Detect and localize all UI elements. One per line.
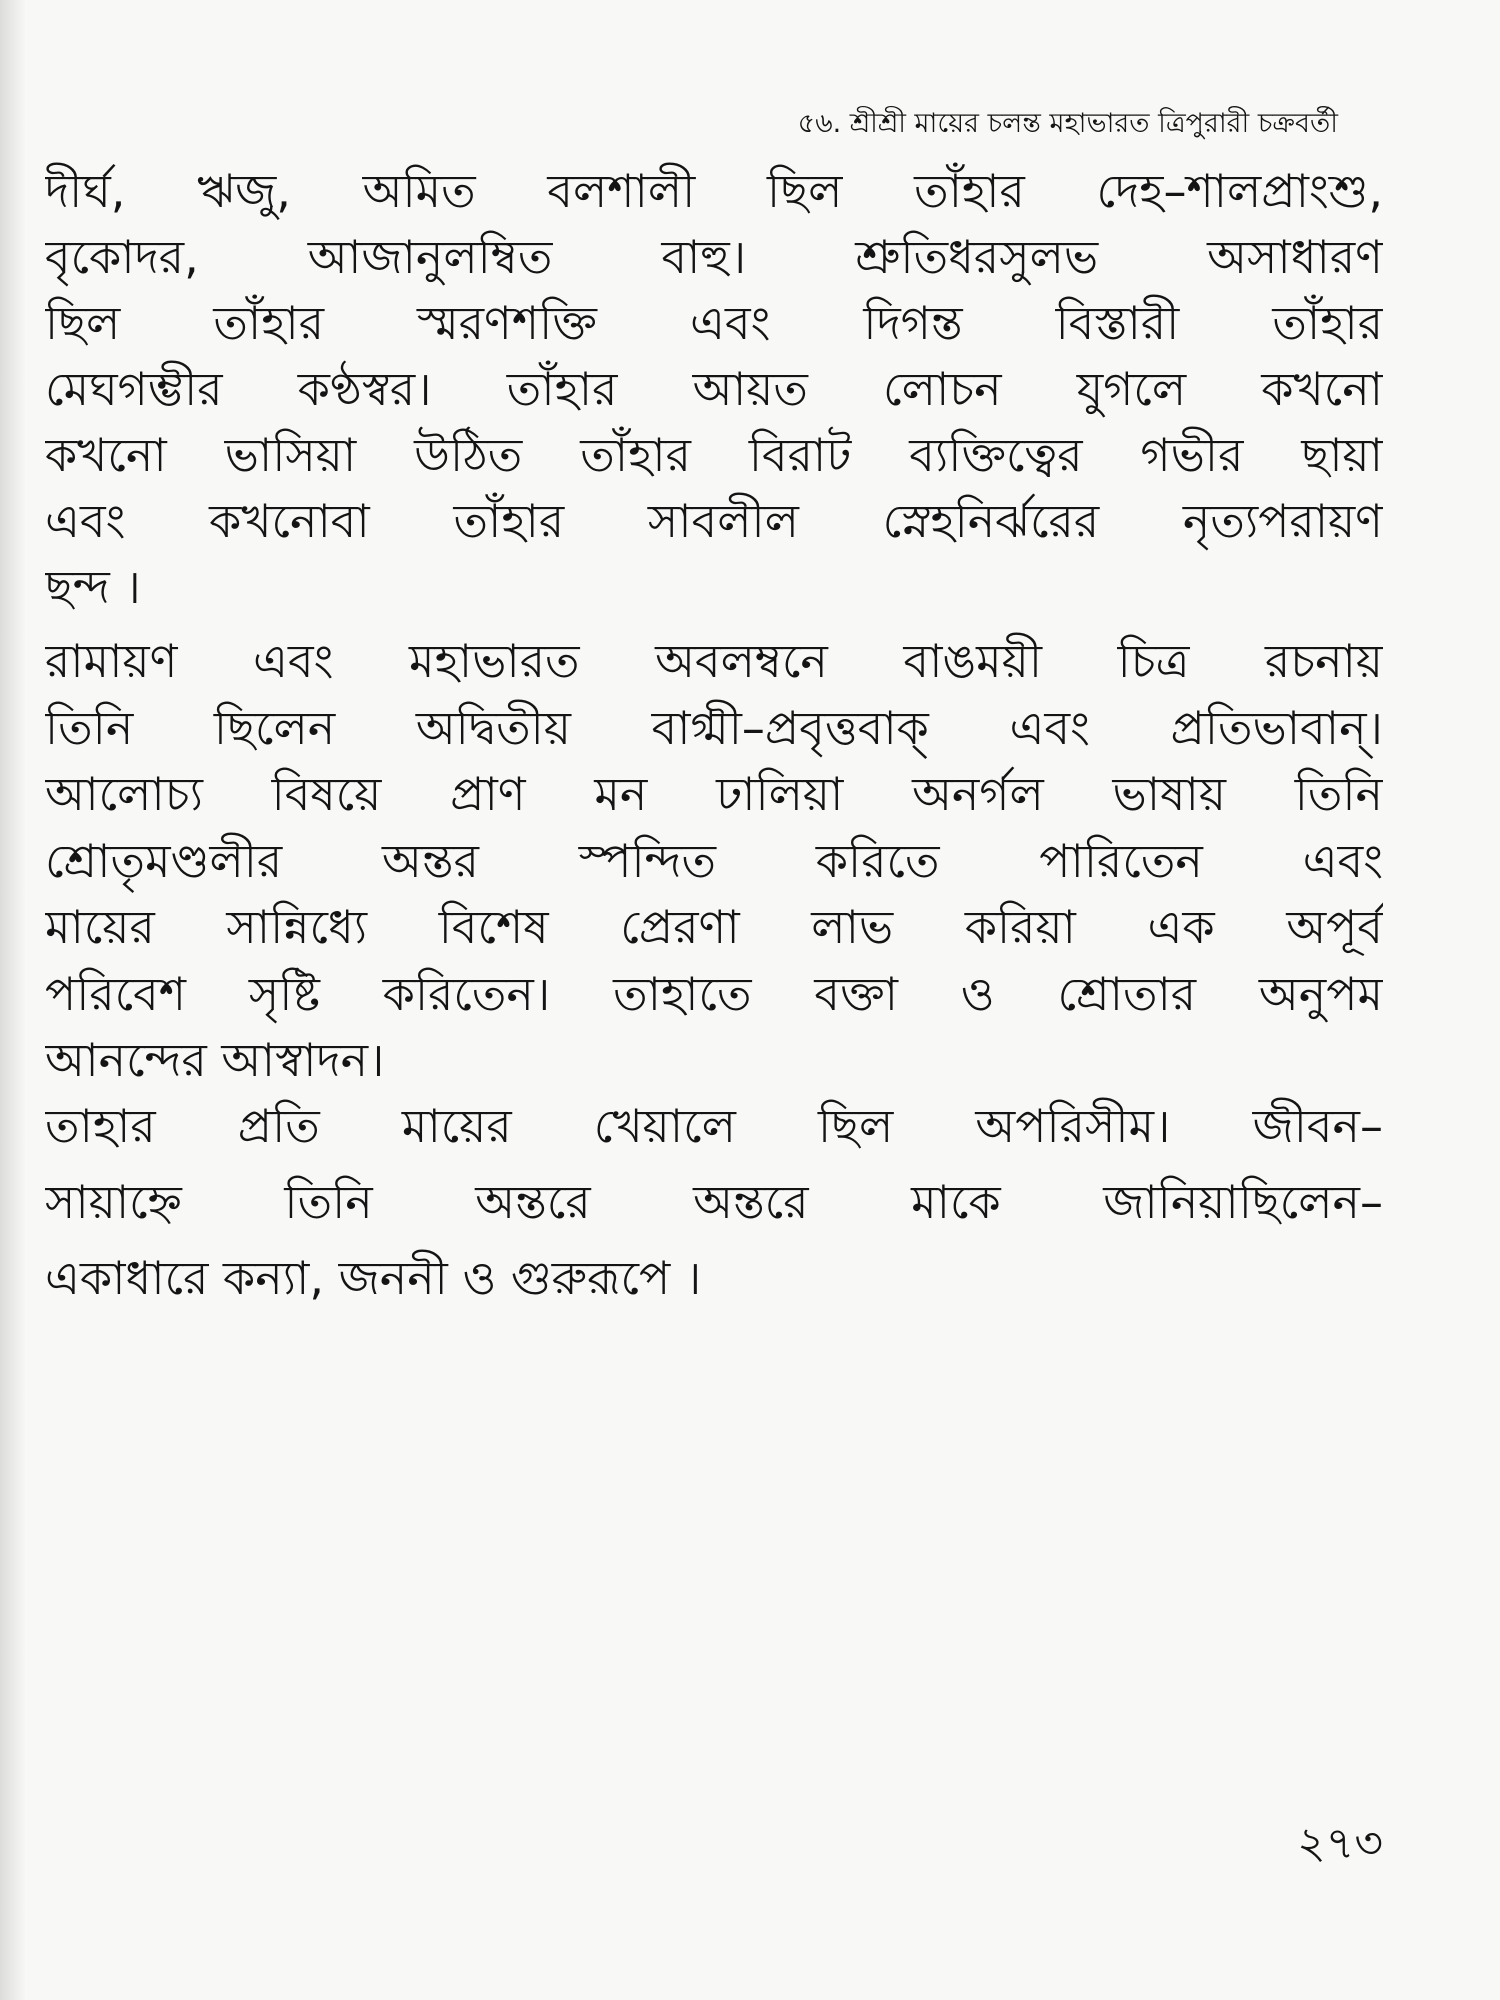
text-line: ছন্দ । [45, 560, 141, 614]
text-line: মেঘগম্ভীর কণ্ঠস্বর। তাঁহার আয়ত লোচন যুগলে কখনো [45, 362, 1383, 416]
text-line: রামায়ণ এবং মহাভারত অবলম্বনে বাঙময়ী চিত্র রচনায় [45, 634, 1383, 688]
text-line: মায়ের সান্নিধ্যে বিশেষ প্রেরণা লাভ করিয়া এক অপূর্ব [45, 900, 1383, 954]
text-line: ছিল তাঁহার স্মরণশক্তি এবং দিগন্ত বিস্তারী তাঁহার [45, 296, 1383, 350]
text-line: একাধারে কন্যা, জননী ও গুরুরূপে । [45, 1251, 702, 1305]
text-line: বৃকোদর, আজানুলম্বিত বাহু। শ্রুতিধরসুলভ অসাধারণ [45, 230, 1383, 284]
paragraph-1 [45, 158, 1383, 620]
paragraph-2 [45, 628, 1383, 1094]
text-line: তিনি ছিলেন অদ্বিতীয় বাগ্মী–প্রবৃত্তবাক্ এবং প্রতিভাবান্। [45, 700, 1383, 755]
text-line: পরিবেশ সৃষ্টি করিতেন। তাহাতে বক্তা ও শ্রোতার অনুপম [45, 966, 1383, 1021]
text-line: আলোচ্য বিষয়ে প্রাণ মন ঢালিয়া অনর্গল ভাষায় তিনি [45, 767, 1383, 821]
text-line: দীর্ঘ, ঋজু, অমিত বলশালী ছিল তাঁহার দেহ–শালপ্রাংশু, [45, 164, 1383, 218]
running-header: ৫৬. শ্রীশ্রী মায়ের চলন্ত মহাভারত ত্রিপুরারী চক্রবর্তী [797, 108, 1338, 139]
text-line: আনন্দের আস্বাদন। [45, 1033, 385, 1087]
text-line: কখনো ভাসিয়া উঠিত তাঁহার বিরাট ব্যক্তিত্বের গভীর ছায়া [45, 428, 1383, 482]
paragraph-3 [45, 1088, 1383, 1316]
text-line: এবং কখনোবা তাঁহার সাবলীল স্নেহনির্ঝরের নৃত্যপরায়ণ [45, 494, 1383, 548]
scan-edge-shadow [0, 0, 26, 2000]
text-line: তাহার প্রতি মায়ের খেয়ালে ছিল অপরিসীম। জীবন– [45, 1099, 1383, 1153]
page-number: ২৭৩ [1297, 1818, 1383, 1869]
text-line: সায়াহ্নে তিনি অন্তরে অন্তরে মাকে জানিয়াছিলেন– [45, 1175, 1383, 1229]
text-line: শ্রোতৃমণ্ডলীর অন্তর স্পন্দিত করিতে পারিতেন এবং [45, 833, 1383, 888]
